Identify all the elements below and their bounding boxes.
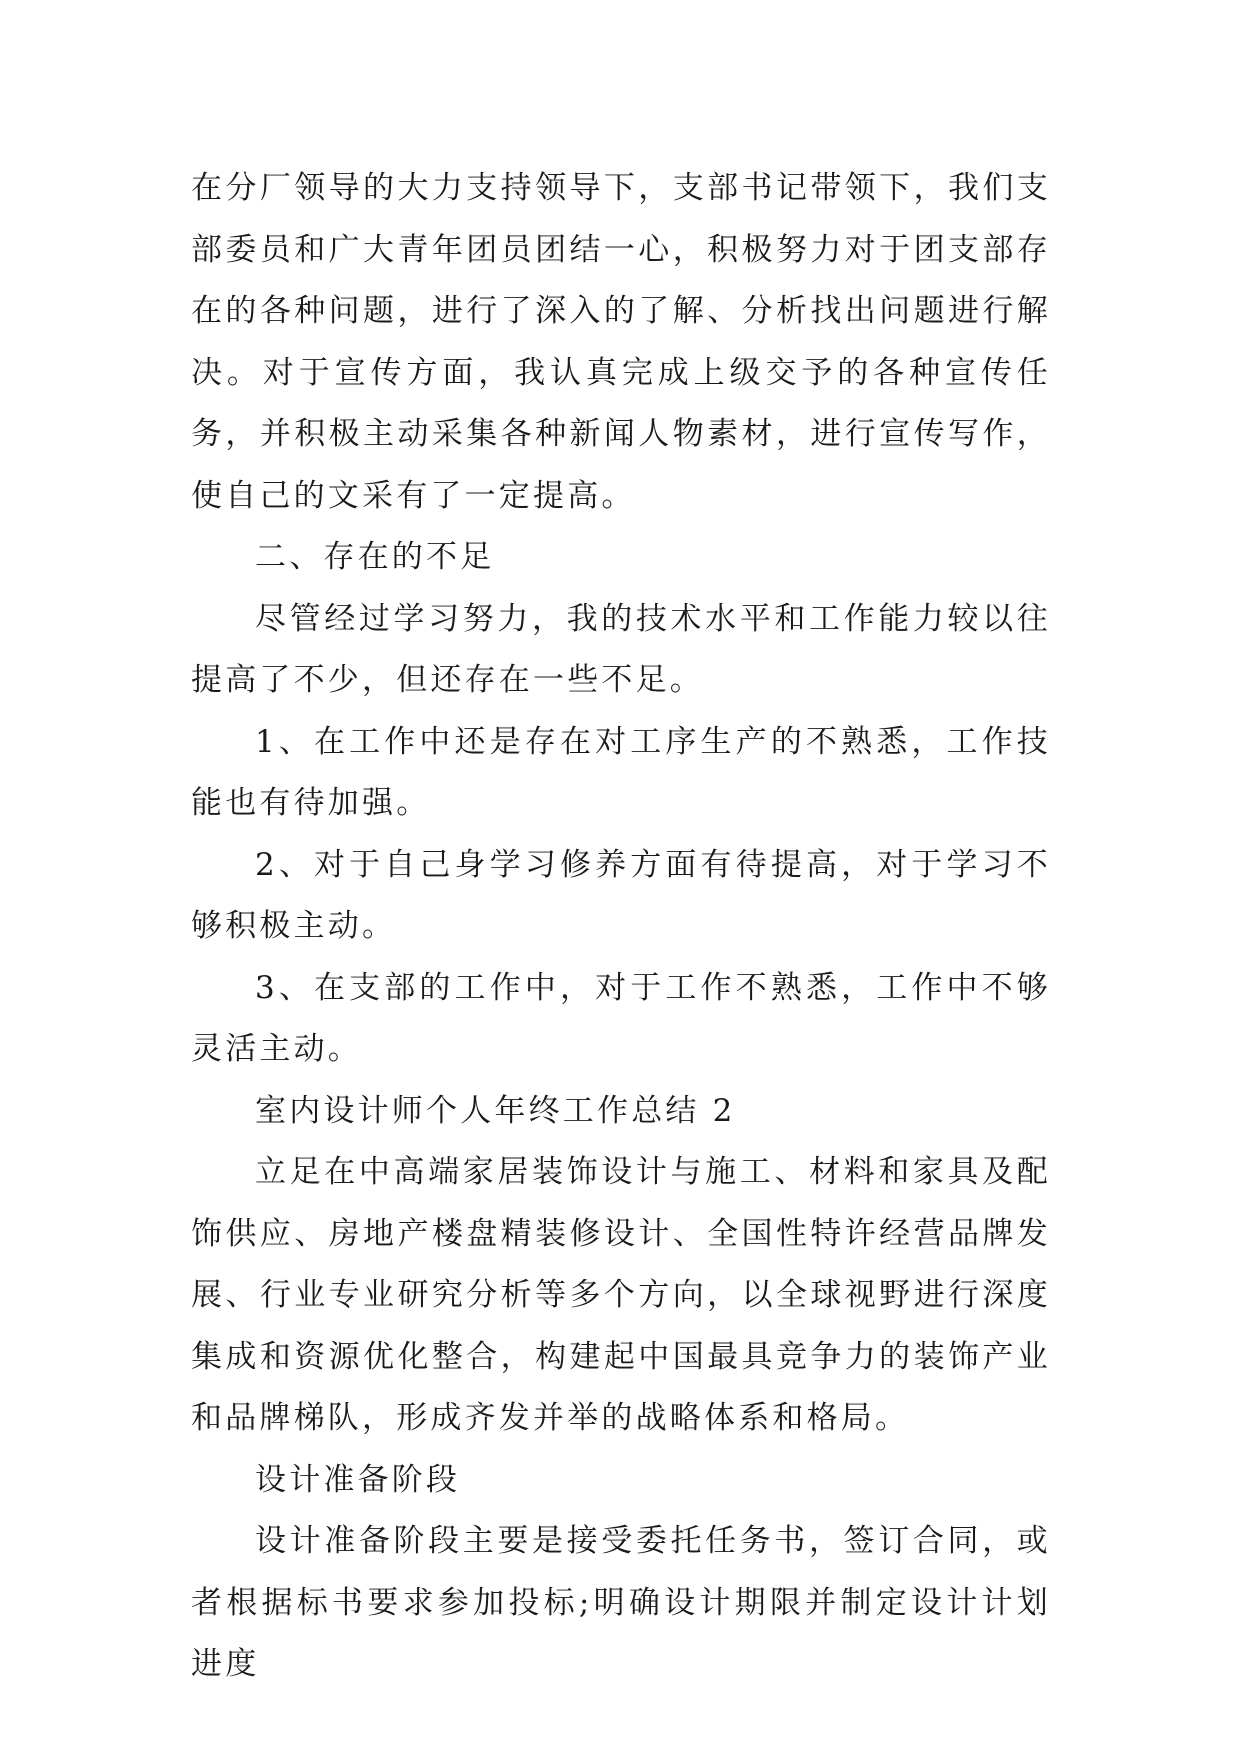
paragraph-company-overview: 立足在中高端家居装饰设计与施工、材料和家具及配饰供应、房地产楼盘精装修设计、全国性特许经营品牌发展、行业专业研究分析等多个方向，以全球视野进行深度集成和资源优化整合，构建起中国最具竞争力的装饰产业和品牌梯队，形成齐发并举的战略体系和格局。 — [191, 1154, 1051, 1436]
section-heading-design-prep: 设计准备阶段 — [255, 1461, 461, 1498]
list-item-shortcoming-3: 3、在支部的工作中，对于工作不熟悉，工作中不够灵活主动。 — [191, 969, 1051, 1067]
document-title-2: 室内设计师个人年终工作总结 2 — [255, 1092, 736, 1129]
section-heading-shortcomings: 二、存在的不足 — [255, 539, 495, 575]
document-body — [191, 158, 1051, 1696]
paragraph-intro: 在分厂领导的大力支持领导下，支部书记带领下，我们支部委员和广大青年团员团结一心，积极努力对于团支部存在的各种问题，进行了深入的了解、分析找出问题进行解决。对于宣传方面，我认真完成上级交予的各种宣传任务，并积极主动采集各种新闻人物素材，进行宣传写作，使自己的文采有了一定提高。 — [191, 170, 1051, 514]
paragraph-shortcomings-summary: 尽管经过学习努力，我的技术水平和工作能力较以往提高了不少，但还存在一些不足。 — [191, 600, 1051, 698]
list-item-shortcoming-1: 1、在工作中还是存在对工序生产的不熟悉，工作技能也有待加强。 — [191, 723, 1051, 821]
paragraph-design-prep: 设计准备阶段主要是接受委托任务书，签订合同，或者根据标书要求参加投标;明确设计期限并制定设计计划进度 — [191, 1523, 1051, 1682]
list-item-shortcoming-2: 2、对于自己身学习修养方面有待提高，对于学习不够积极主动。 — [191, 846, 1051, 944]
